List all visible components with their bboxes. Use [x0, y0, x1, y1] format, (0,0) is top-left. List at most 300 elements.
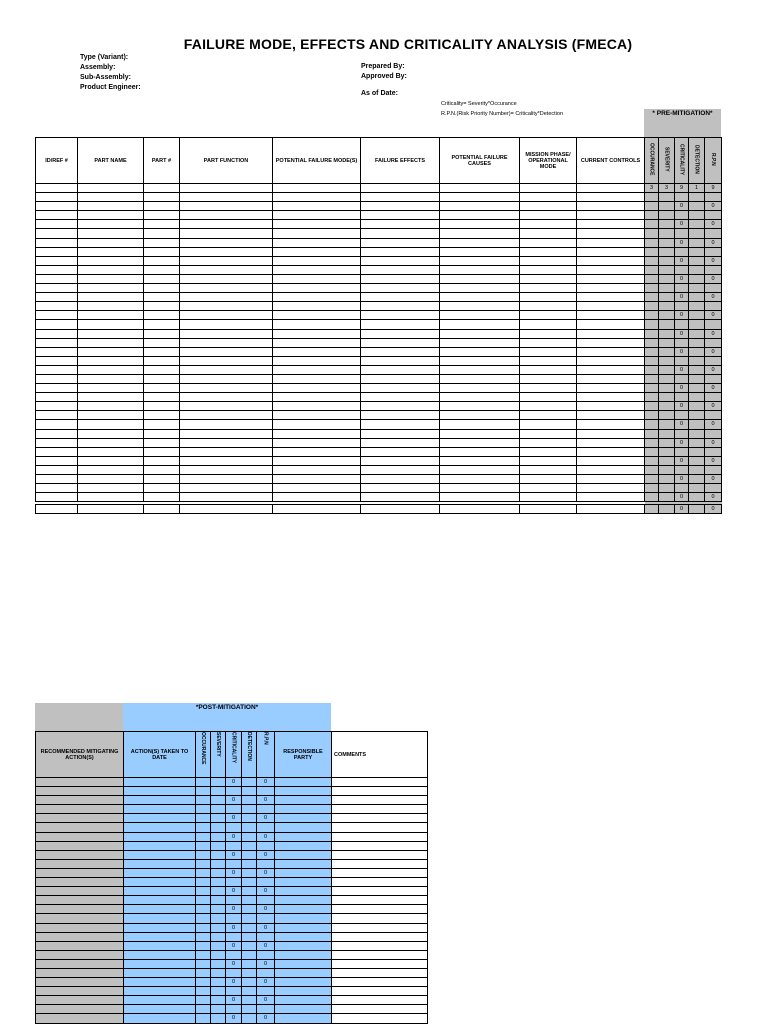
table-cell[interactable]: [577, 256, 645, 265]
table-cell[interactable]: [440, 347, 520, 356]
table-cell[interactable]: [36, 1005, 124, 1014]
table-cell[interactable]: [36, 987, 124, 996]
table-cell[interactable]: [577, 202, 645, 211]
table-cell[interactable]: [36, 193, 78, 202]
table-cell[interactable]: [332, 950, 428, 959]
table-cell[interactable]: [257, 805, 275, 814]
table-cell[interactable]: [332, 987, 428, 996]
table-cell[interactable]: [211, 978, 226, 987]
table-cell[interactable]: [144, 274, 180, 283]
table-cell[interactable]: [242, 850, 257, 859]
table-cell[interactable]: [361, 475, 440, 484]
table-cell[interactable]: [361, 265, 440, 274]
table-cell[interactable]: [242, 1005, 257, 1014]
table-cell[interactable]: [78, 402, 144, 411]
table-cell[interactable]: [520, 238, 577, 247]
table-cell[interactable]: [180, 374, 273, 383]
table-cell[interactable]: [211, 805, 226, 814]
computed-value[interactable]: 0: [226, 941, 242, 950]
table-cell[interactable]: [242, 878, 257, 887]
table-cell[interactable]: [78, 347, 144, 356]
table-cell[interactable]: [36, 814, 124, 823]
table-cell[interactable]: [520, 284, 577, 293]
table-cell[interactable]: [332, 823, 428, 832]
table-cell[interactable]: [180, 338, 273, 347]
table-cell[interactable]: [689, 211, 705, 220]
table-cell[interactable]: [520, 293, 577, 302]
table-cell[interactable]: [689, 411, 705, 420]
table-cell[interactable]: [689, 238, 705, 247]
table-cell[interactable]: [144, 320, 180, 329]
computed-value[interactable]: 0: [675, 293, 689, 302]
table-cell[interactable]: [180, 411, 273, 420]
table-cell[interactable]: [196, 996, 211, 1005]
table-cell[interactable]: [275, 859, 332, 868]
table-cell[interactable]: [36, 859, 124, 868]
computed-value[interactable]: 0: [226, 959, 242, 968]
computed-value[interactable]: 0: [675, 311, 689, 320]
computed-value[interactable]: 0: [257, 1014, 275, 1023]
table-cell[interactable]: [332, 796, 428, 805]
table-cell[interactable]: [689, 456, 705, 465]
table-cell[interactable]: [36, 887, 124, 896]
table-cell[interactable]: [577, 274, 645, 283]
table-cell[interactable]: [78, 211, 144, 220]
table-cell[interactable]: [275, 987, 332, 996]
table-cell[interactable]: [180, 356, 273, 365]
table-cell[interactable]: [144, 302, 180, 311]
table-cell[interactable]: [659, 420, 675, 429]
table-cell[interactable]: [361, 256, 440, 265]
table-cell[interactable]: [275, 968, 332, 977]
computed-value[interactable]: 0: [226, 996, 242, 1005]
table-cell[interactable]: [124, 978, 196, 987]
table-cell[interactable]: [36, 447, 78, 456]
table-cell[interactable]: [78, 320, 144, 329]
table-cell[interactable]: [520, 184, 577, 193]
table-cell[interactable]: [180, 193, 273, 202]
table-cell[interactable]: [705, 247, 722, 256]
table-cell[interactable]: [144, 338, 180, 347]
table-cell[interactable]: [78, 429, 144, 438]
table-cell[interactable]: [520, 429, 577, 438]
table-cell[interactable]: [659, 284, 675, 293]
table-cell[interactable]: [275, 950, 332, 959]
table-cell[interactable]: [361, 402, 440, 411]
table-cell[interactable]: [78, 329, 144, 338]
table-cell[interactable]: [211, 905, 226, 914]
table-cell[interactable]: [144, 347, 180, 356]
table-cell[interactable]: [275, 841, 332, 850]
table-cell[interactable]: [332, 868, 428, 877]
table-cell[interactable]: [273, 247, 361, 256]
table-cell[interactable]: [275, 787, 332, 796]
table-cell[interactable]: [196, 841, 211, 850]
computed-value[interactable]: 0: [705, 402, 722, 411]
table-cell[interactable]: [124, 959, 196, 968]
table-cell[interactable]: [242, 887, 257, 896]
table-cell[interactable]: [36, 302, 78, 311]
table-cell[interactable]: [659, 447, 675, 456]
table-cell[interactable]: [226, 841, 242, 850]
table-cell[interactable]: [645, 238, 659, 247]
table-cell[interactable]: [180, 438, 273, 447]
table-cell[interactable]: [273, 475, 361, 484]
table-cell[interactable]: [36, 274, 78, 283]
table-cell[interactable]: [675, 484, 689, 493]
computed-value[interactable]: 0: [226, 832, 242, 841]
table-cell[interactable]: [36, 475, 78, 484]
table-cell[interactable]: [36, 202, 78, 211]
table-cell[interactable]: [440, 493, 520, 502]
table-cell[interactable]: [36, 184, 78, 193]
table-cell[interactable]: [361, 465, 440, 474]
computed-value[interactable]: 0: [675, 347, 689, 356]
table-cell[interactable]: [577, 484, 645, 493]
table-cell[interactable]: [124, 987, 196, 996]
table-cell[interactable]: [273, 293, 361, 302]
table-cell[interactable]: [124, 832, 196, 841]
computed-value[interactable]: 0: [226, 1014, 242, 1023]
table-cell[interactable]: [577, 438, 645, 447]
table-cell[interactable]: [196, 814, 211, 823]
table-cell[interactable]: [520, 311, 577, 320]
table-cell[interactable]: [361, 347, 440, 356]
table-cell[interactable]: [275, 796, 332, 805]
table-cell[interactable]: [361, 193, 440, 202]
computed-value[interactable]: 0: [226, 796, 242, 805]
table-cell[interactable]: [577, 374, 645, 383]
table-cell[interactable]: [645, 456, 659, 465]
table-cell[interactable]: [124, 850, 196, 859]
table-cell[interactable]: [78, 484, 144, 493]
table-cell[interactable]: [180, 302, 273, 311]
table-cell[interactable]: [226, 878, 242, 887]
table-cell[interactable]: [689, 302, 705, 311]
table-cell[interactable]: [124, 896, 196, 905]
table-cell[interactable]: [78, 411, 144, 420]
table-cell[interactable]: [144, 284, 180, 293]
table-cell[interactable]: [36, 841, 124, 850]
table-cell[interactable]: [275, 905, 332, 914]
table-cell[interactable]: [36, 905, 124, 914]
table-cell[interactable]: [645, 475, 659, 484]
table-cell[interactable]: [144, 374, 180, 383]
table-cell[interactable]: [689, 293, 705, 302]
table-cell[interactable]: [226, 896, 242, 905]
table-cell[interactable]: [144, 447, 180, 456]
table-cell[interactable]: [211, 878, 226, 887]
table-cell[interactable]: [124, 941, 196, 950]
table-cell[interactable]: [144, 202, 180, 211]
table-cell[interactable]: [36, 393, 78, 402]
table-cell[interactable]: [659, 402, 675, 411]
table-cell[interactable]: [675, 284, 689, 293]
table-cell[interactable]: [273, 420, 361, 429]
table-cell[interactable]: [520, 374, 577, 383]
table-cell[interactable]: [440, 384, 520, 393]
table-cell[interactable]: [577, 229, 645, 238]
table-cell[interactable]: [645, 229, 659, 238]
table-cell[interactable]: [124, 996, 196, 1005]
table-cell[interactable]: [645, 293, 659, 302]
table-cell[interactable]: [257, 896, 275, 905]
table-cell[interactable]: [275, 923, 332, 932]
table-cell[interactable]: [180, 284, 273, 293]
table-cell[interactable]: [577, 193, 645, 202]
table-cell[interactable]: [273, 202, 361, 211]
table-cell[interactable]: [577, 505, 645, 514]
table-cell[interactable]: [196, 923, 211, 932]
table-cell[interactable]: [659, 356, 675, 365]
table-cell[interactable]: [705, 447, 722, 456]
computed-value[interactable]: 0: [705, 475, 722, 484]
computed-value[interactable]: 0: [705, 238, 722, 247]
table-cell[interactable]: [361, 393, 440, 402]
table-cell[interactable]: [645, 311, 659, 320]
table-cell[interactable]: [180, 320, 273, 329]
computed-value[interactable]: 0: [705, 505, 722, 514]
table-cell[interactable]: [645, 284, 659, 293]
table-cell[interactable]: [275, 941, 332, 950]
table-cell[interactable]: [211, 959, 226, 968]
table-cell[interactable]: [144, 505, 180, 514]
table-cell[interactable]: [36, 996, 124, 1005]
table-cell[interactable]: [332, 859, 428, 868]
table-cell[interactable]: [124, 1005, 196, 1014]
computed-value[interactable]: 0: [257, 959, 275, 968]
table-cell[interactable]: [242, 805, 257, 814]
table-cell[interactable]: [36, 356, 78, 365]
table-cell[interactable]: [144, 329, 180, 338]
table-cell[interactable]: [273, 320, 361, 329]
table-cell[interactable]: [144, 402, 180, 411]
table-cell[interactable]: [361, 484, 440, 493]
computed-value[interactable]: 0: [257, 887, 275, 896]
table-cell[interactable]: [226, 987, 242, 996]
table-cell[interactable]: [144, 420, 180, 429]
table-cell[interactable]: [675, 447, 689, 456]
table-cell[interactable]: [180, 393, 273, 402]
table-cell[interactable]: [705, 393, 722, 402]
table-cell[interactable]: [577, 265, 645, 274]
table-cell[interactable]: [273, 384, 361, 393]
table-cell[interactable]: [440, 438, 520, 447]
table-cell[interactable]: [78, 220, 144, 229]
table-cell[interactable]: [520, 356, 577, 365]
table-cell[interactable]: [689, 284, 705, 293]
table-cell[interactable]: [124, 823, 196, 832]
computed-value[interactable]: 0: [257, 796, 275, 805]
table-cell[interactable]: [440, 456, 520, 465]
table-cell[interactable]: [78, 265, 144, 274]
table-cell[interactable]: [520, 384, 577, 393]
computed-value[interactable]: 0: [257, 996, 275, 1005]
table-cell[interactable]: [332, 778, 428, 787]
computed-value[interactable]: 0: [226, 850, 242, 859]
table-cell[interactable]: [273, 493, 361, 502]
table-cell[interactable]: [144, 493, 180, 502]
table-cell[interactable]: [645, 265, 659, 274]
table-cell[interactable]: [361, 229, 440, 238]
computed-value[interactable]: 0: [257, 778, 275, 787]
table-cell[interactable]: [242, 814, 257, 823]
table-cell[interactable]: [273, 429, 361, 438]
table-cell[interactable]: [275, 887, 332, 896]
table-cell[interactable]: [36, 465, 78, 474]
table-cell[interactable]: [332, 832, 428, 841]
computed-value[interactable]: 0: [257, 814, 275, 823]
table-cell[interactable]: [577, 420, 645, 429]
table-cell[interactable]: [273, 402, 361, 411]
table-cell[interactable]: [273, 256, 361, 265]
table-cell[interactable]: [180, 256, 273, 265]
table-cell[interactable]: [332, 968, 428, 977]
computed-value[interactable]: 0: [705, 202, 722, 211]
table-cell[interactable]: [440, 365, 520, 374]
table-cell[interactable]: [645, 193, 659, 202]
computed-value[interactable]: 0: [675, 505, 689, 514]
table-cell[interactable]: [211, 968, 226, 977]
table-cell[interactable]: [242, 959, 257, 968]
table-cell[interactable]: [144, 475, 180, 484]
table-cell[interactable]: [361, 411, 440, 420]
table-cell[interactable]: [144, 220, 180, 229]
table-cell[interactable]: [689, 429, 705, 438]
table-cell[interactable]: [440, 356, 520, 365]
computed-value[interactable]: 0: [705, 311, 722, 320]
table-cell[interactable]: [675, 211, 689, 220]
computed-value[interactable]: 0: [675, 475, 689, 484]
table-cell[interactable]: [242, 841, 257, 850]
table-cell[interactable]: [645, 274, 659, 283]
table-cell[interactable]: [211, 832, 226, 841]
table-cell[interactable]: [36, 878, 124, 887]
table-cell[interactable]: [577, 447, 645, 456]
table-cell[interactable]: [211, 887, 226, 896]
computed-value[interactable]: 0: [226, 923, 242, 932]
table-cell[interactable]: [226, 805, 242, 814]
table-cell[interactable]: [645, 320, 659, 329]
table-cell[interactable]: [257, 914, 275, 923]
table-cell[interactable]: [659, 265, 675, 274]
table-cell[interactable]: [144, 393, 180, 402]
computed-value[interactable]: 0: [705, 329, 722, 338]
table-cell[interactable]: [520, 447, 577, 456]
table-cell[interactable]: [78, 465, 144, 474]
table-cell[interactable]: [242, 941, 257, 950]
table-cell[interactable]: [180, 429, 273, 438]
table-cell[interactable]: [196, 778, 211, 787]
table-cell[interactable]: [520, 247, 577, 256]
table-cell[interactable]: [211, 787, 226, 796]
table-cell[interactable]: [180, 329, 273, 338]
table-cell[interactable]: [36, 1014, 124, 1023]
table-cell[interactable]: [257, 859, 275, 868]
table-cell[interactable]: [226, 968, 242, 977]
table-cell[interactable]: [144, 193, 180, 202]
table-cell[interactable]: [361, 420, 440, 429]
table-cell[interactable]: [36, 787, 124, 796]
table-cell[interactable]: [36, 778, 124, 787]
table-cell[interactable]: [211, 1014, 226, 1023]
table-cell[interactable]: [78, 338, 144, 347]
table-cell[interactable]: [242, 896, 257, 905]
table-cell[interactable]: [440, 420, 520, 429]
table-cell[interactable]: [36, 338, 78, 347]
table-cell[interactable]: [273, 229, 361, 238]
table-cell[interactable]: [196, 878, 211, 887]
table-cell[interactable]: [645, 374, 659, 383]
table-cell[interactable]: [689, 438, 705, 447]
table-cell[interactable]: [144, 184, 180, 193]
table-cell[interactable]: [659, 411, 675, 420]
table-cell[interactable]: [361, 284, 440, 293]
table-cell[interactable]: [144, 384, 180, 393]
table-cell[interactable]: [361, 456, 440, 465]
table-cell[interactable]: [689, 384, 705, 393]
table-cell[interactable]: [275, 896, 332, 905]
table-cell[interactable]: [275, 805, 332, 814]
table-cell[interactable]: [675, 338, 689, 347]
table-cell[interactable]: [226, 859, 242, 868]
table-cell[interactable]: [211, 850, 226, 859]
table-cell[interactable]: [273, 193, 361, 202]
table-cell[interactable]: [36, 932, 124, 941]
table-cell[interactable]: [577, 247, 645, 256]
table-cell[interactable]: [273, 484, 361, 493]
table-cell[interactable]: [675, 411, 689, 420]
table-cell[interactable]: [211, 987, 226, 996]
table-cell[interactable]: [124, 859, 196, 868]
table-cell[interactable]: [645, 484, 659, 493]
table-cell[interactable]: [440, 374, 520, 383]
table-cell[interactable]: [440, 184, 520, 193]
table-cell[interactable]: [144, 438, 180, 447]
table-cell[interactable]: [36, 311, 78, 320]
table-cell[interactable]: [689, 393, 705, 402]
table-cell[interactable]: [440, 505, 520, 514]
table-cell[interactable]: [520, 393, 577, 402]
table-cell[interactable]: [705, 302, 722, 311]
table-cell[interactable]: [36, 978, 124, 987]
table-cell[interactable]: [196, 978, 211, 987]
table-cell[interactable]: [78, 256, 144, 265]
table-cell[interactable]: [180, 211, 273, 220]
table-cell[interactable]: [689, 311, 705, 320]
table-cell[interactable]: [144, 238, 180, 247]
table-cell[interactable]: [180, 347, 273, 356]
table-cell[interactable]: [332, 814, 428, 823]
table-cell[interactable]: [361, 184, 440, 193]
table-cell[interactable]: [36, 384, 78, 393]
table-cell[interactable]: [659, 384, 675, 393]
table-cell[interactable]: [275, 914, 332, 923]
table-cell[interactable]: [361, 293, 440, 302]
table-cell[interactable]: [645, 447, 659, 456]
table-cell[interactable]: [440, 465, 520, 474]
table-cell[interactable]: [211, 823, 226, 832]
table-cell[interactable]: [196, 850, 211, 859]
computed-value[interactable]: 0: [675, 256, 689, 265]
table-cell[interactable]: [78, 393, 144, 402]
table-cell[interactable]: [36, 329, 78, 338]
table-cell[interactable]: [196, 805, 211, 814]
table-cell[interactable]: [440, 429, 520, 438]
table-cell[interactable]: [645, 393, 659, 402]
table-cell[interactable]: [520, 256, 577, 265]
table-cell[interactable]: [361, 384, 440, 393]
